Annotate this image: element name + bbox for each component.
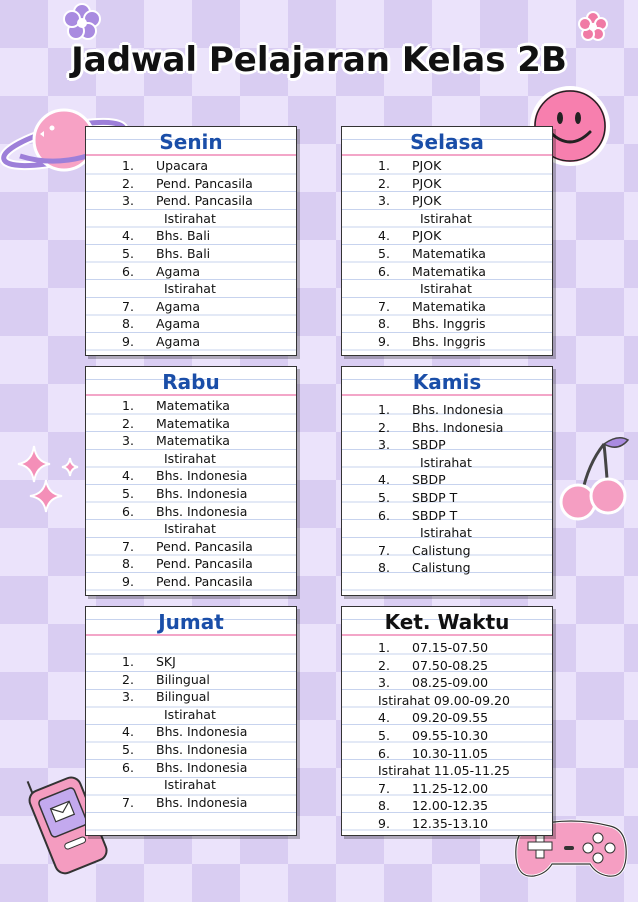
schedule-row — [86, 741, 296, 759]
row-number: 3. — [122, 193, 134, 209]
row-subject: 11.25-12.00 — [412, 780, 489, 796]
schedule-row — [342, 192, 552, 210]
row-number: 6. — [122, 759, 134, 775]
schedule-card-rabu — [85, 366, 297, 596]
schedule-row — [86, 555, 296, 573]
row-number: 9. — [122, 573, 134, 589]
schedule-row — [342, 436, 552, 454]
schedule-row — [86, 503, 296, 521]
schedule-row — [342, 780, 552, 798]
row-subject: Agama — [156, 263, 200, 279]
row-subject: 10.30-11.05 — [412, 745, 489, 761]
row-subject: Matematika — [412, 298, 486, 314]
row-subject: Upacara — [156, 158, 209, 173]
row-subject: PJOK — [412, 158, 442, 173]
schedule-row — [86, 653, 296, 671]
row-number: 2. — [378, 419, 390, 435]
row-number: 3. — [378, 193, 390, 209]
schedule-row — [86, 397, 296, 415]
row-number: 7. — [122, 298, 134, 314]
row-number: 3. — [378, 675, 390, 691]
schedule-rows — [86, 155, 296, 351]
row-number: 2. — [122, 671, 134, 687]
schedule-row — [86, 688, 296, 706]
schedule-row — [342, 674, 552, 692]
row-subject: SBDP T — [412, 507, 458, 523]
schedule-row — [342, 298, 552, 316]
break-label: Istirahat — [420, 525, 472, 541]
row-subject: Bhs. Inggris — [412, 333, 486, 349]
row-number: 1. — [122, 158, 134, 173]
row-subject: Bhs. Bali — [156, 245, 211, 261]
row-subject: SKJ — [156, 654, 176, 669]
row-subject: PJOK — [412, 175, 442, 191]
row-number: 8. — [378, 798, 390, 814]
card-title: Selasa — [410, 130, 484, 154]
row-number: 6. — [378, 507, 390, 523]
row-subject: Pend. Pancasila — [156, 538, 253, 554]
row-subject: Calistung — [412, 542, 471, 558]
flower-icon — [60, 2, 104, 42]
row-number: 9. — [122, 333, 134, 349]
row-subject: PJOK — [412, 193, 442, 209]
break-label: Istirahat — [420, 210, 472, 226]
schedule-row — [86, 573, 296, 591]
row-number: 1. — [378, 640, 390, 655]
schedule-rows — [342, 155, 552, 351]
row-subject: Agama — [156, 316, 200, 332]
row-subject: Matematika — [412, 245, 486, 261]
schedule-rows — [86, 635, 296, 811]
time-rows — [342, 635, 552, 833]
schedule-row — [86, 794, 296, 812]
row-number: 4. — [122, 468, 134, 484]
card-title: Senin — [159, 130, 223, 154]
row-subject: Bhs. Indonesia — [156, 794, 248, 810]
break-label: Istirahat 09.00-09.20 — [378, 692, 510, 708]
row-number: 8. — [378, 560, 390, 576]
schedule-row — [342, 709, 552, 727]
schedule-row — [86, 175, 296, 193]
row-subject: Bilingual — [156, 689, 210, 705]
row-subject: Bhs. Inggris — [412, 316, 486, 332]
break-row — [342, 280, 552, 298]
row-number: 5. — [378, 727, 390, 743]
row-number: 8. — [378, 316, 390, 332]
break-row — [342, 210, 552, 228]
schedule-row — [86, 723, 296, 741]
row-subject: Bhs. Indonesia — [412, 419, 504, 435]
break-label: Istirahat — [164, 450, 216, 466]
break-label: Istirahat — [164, 281, 216, 297]
row-number: 3. — [378, 437, 390, 453]
break-row — [86, 210, 296, 228]
schedule-row — [86, 485, 296, 503]
row-number: 3. — [122, 433, 134, 449]
schedule-row — [342, 727, 552, 745]
schedule-row — [86, 759, 296, 777]
row-subject: Agama — [156, 298, 200, 314]
row-number: 7. — [122, 794, 134, 810]
schedule-row — [86, 432, 296, 450]
schedule-row — [342, 227, 552, 245]
card-title: Kamis — [412, 370, 482, 394]
break-label: Istirahat — [420, 454, 472, 470]
row-subject: Matematika — [156, 415, 230, 431]
break-row — [86, 706, 296, 724]
schedule-row — [342, 419, 552, 437]
schedule-row — [86, 415, 296, 433]
row-number: 6. — [122, 503, 134, 519]
schedule-row — [86, 538, 296, 556]
schedule-row — [86, 467, 296, 485]
break-label: Istirahat — [164, 521, 216, 537]
time-info-card — [341, 606, 553, 836]
schedule-card-kamis — [341, 366, 553, 596]
row-number: 2. — [122, 175, 134, 191]
schedule-card-selasa — [341, 126, 553, 356]
break-label: Istirahat — [164, 210, 216, 226]
break-row — [86, 776, 296, 794]
cherry-icon — [552, 434, 632, 524]
row-subject: 08.25-09.00 — [412, 675, 489, 691]
schedule-rows — [86, 395, 296, 591]
break-row — [342, 454, 552, 472]
break-label: Istirahat — [164, 777, 216, 793]
row-number: 5. — [122, 741, 134, 757]
row-number: 3. — [122, 689, 134, 705]
row-subject: Matematika — [156, 433, 230, 449]
break-row — [342, 762, 552, 780]
break-label: Istirahat — [164, 706, 216, 722]
row-number: 5. — [122, 245, 134, 261]
row-subject: Bhs. Indonesia — [156, 485, 248, 501]
row-number: 9. — [378, 815, 390, 831]
schedule-row — [342, 542, 552, 560]
row-number: 2. — [378, 657, 390, 673]
row-subject: Pend. Pancasila — [156, 193, 253, 209]
schedule-card-jumat — [85, 606, 297, 836]
row-number: 7. — [378, 780, 390, 796]
row-number: 2. — [122, 415, 134, 431]
row-subject: 12.00-12.35 — [412, 798, 489, 814]
row-subject: 09.55-10.30 — [412, 727, 489, 743]
card-title: Jumat — [158, 610, 224, 634]
schedule-rows — [342, 395, 552, 577]
row-subject: Bhs. Indonesia — [156, 468, 248, 484]
row-number: 6. — [122, 263, 134, 279]
schedule-row — [342, 175, 552, 193]
row-number: 1. — [378, 158, 390, 173]
row-number: 5. — [122, 485, 134, 501]
schedule-row — [342, 263, 552, 281]
row-subject: Calistung — [412, 560, 471, 576]
row-number: 5. — [378, 245, 390, 261]
schedule-row — [86, 333, 296, 351]
row-subject: Pend. Pancasila — [156, 573, 253, 589]
row-subject: Bilingual — [156, 671, 210, 687]
row-subject: SBDP T — [412, 489, 458, 505]
break-row — [86, 450, 296, 468]
schedule-row — [342, 471, 552, 489]
schedule-row — [342, 559, 552, 577]
row-number: 4. — [378, 228, 390, 244]
row-subject: Bhs. Indonesia — [156, 503, 248, 519]
card-title: Ket. Waktu — [384, 610, 510, 634]
break-row — [342, 524, 552, 542]
row-subject: Bhs. Indonesia — [412, 402, 504, 417]
row-number: 2. — [378, 175, 390, 191]
break-row — [342, 692, 552, 710]
row-subject: Bhs. Indonesia — [156, 759, 248, 775]
row-number: 1. — [122, 398, 134, 413]
row-subject: Bhs. Indonesia — [156, 741, 248, 757]
schedule-row — [342, 797, 552, 815]
schedule-row — [86, 315, 296, 333]
break-row — [86, 520, 296, 538]
schedule-row — [342, 333, 552, 351]
row-subject: 07.50-08.25 — [412, 657, 489, 673]
break-label: Istirahat 11.05-11.25 — [378, 763, 510, 779]
schedule-row — [86, 671, 296, 689]
break-label: Istirahat — [420, 281, 472, 297]
schedule-row — [342, 815, 552, 833]
row-number: 4. — [378, 472, 390, 488]
row-subject: Pend. Pancasila — [156, 175, 253, 191]
schedule-row — [342, 245, 552, 263]
schedule-row — [86, 192, 296, 210]
row-subject: Agama — [156, 333, 200, 349]
row-number: 7. — [122, 538, 134, 554]
row-subject: 12.35-13.10 — [412, 815, 489, 831]
sparkle-icon — [12, 440, 82, 520]
schedule-row — [86, 227, 296, 245]
schedule-row — [342, 315, 552, 333]
schedule-row — [342, 639, 552, 657]
flower-icon — [576, 10, 610, 44]
row-subject: 09.20-09.55 — [412, 710, 489, 726]
schedule-card-senin — [85, 126, 297, 356]
schedule-row — [342, 507, 552, 525]
schedule-row — [86, 263, 296, 281]
row-number: 8. — [122, 316, 134, 332]
schedule-row — [342, 489, 552, 507]
schedule-row — [342, 401, 552, 419]
row-number: 7. — [378, 542, 390, 558]
row-number: 4. — [122, 724, 134, 740]
break-row — [86, 280, 296, 298]
row-number: 1. — [378, 402, 390, 417]
row-number: 4. — [378, 710, 390, 726]
row-number: 8. — [122, 556, 134, 572]
row-subject: PJOK — [412, 228, 442, 244]
row-subject: 07.15-07.50 — [412, 640, 489, 655]
row-subject: Pend. Pancasila — [156, 556, 253, 572]
row-number: 9. — [378, 333, 390, 349]
row-number: 7. — [378, 298, 390, 314]
schedule-row — [86, 157, 296, 175]
schedule-row — [342, 745, 552, 763]
row-subject: SBDP — [412, 472, 446, 488]
row-number: 6. — [378, 745, 390, 761]
row-number: 6. — [378, 263, 390, 279]
schedule-row — [86, 245, 296, 263]
schedule-row — [342, 657, 552, 675]
schedule-row — [86, 298, 296, 316]
row-subject: Matematika — [412, 263, 486, 279]
card-title: Rabu — [162, 370, 220, 394]
row-subject: SBDP — [412, 437, 446, 453]
row-number: 5. — [378, 489, 390, 505]
row-number: 4. — [122, 228, 134, 244]
row-subject: Bhs. Indonesia — [156, 724, 248, 740]
row-number: 1. — [122, 654, 134, 669]
schedule-row — [342, 157, 552, 175]
row-subject: Bhs. Bali — [156, 228, 211, 244]
page-title: Jadwal Pelajaran Kelas 2B — [71, 40, 567, 80]
row-subject: Matematika — [156, 398, 230, 413]
